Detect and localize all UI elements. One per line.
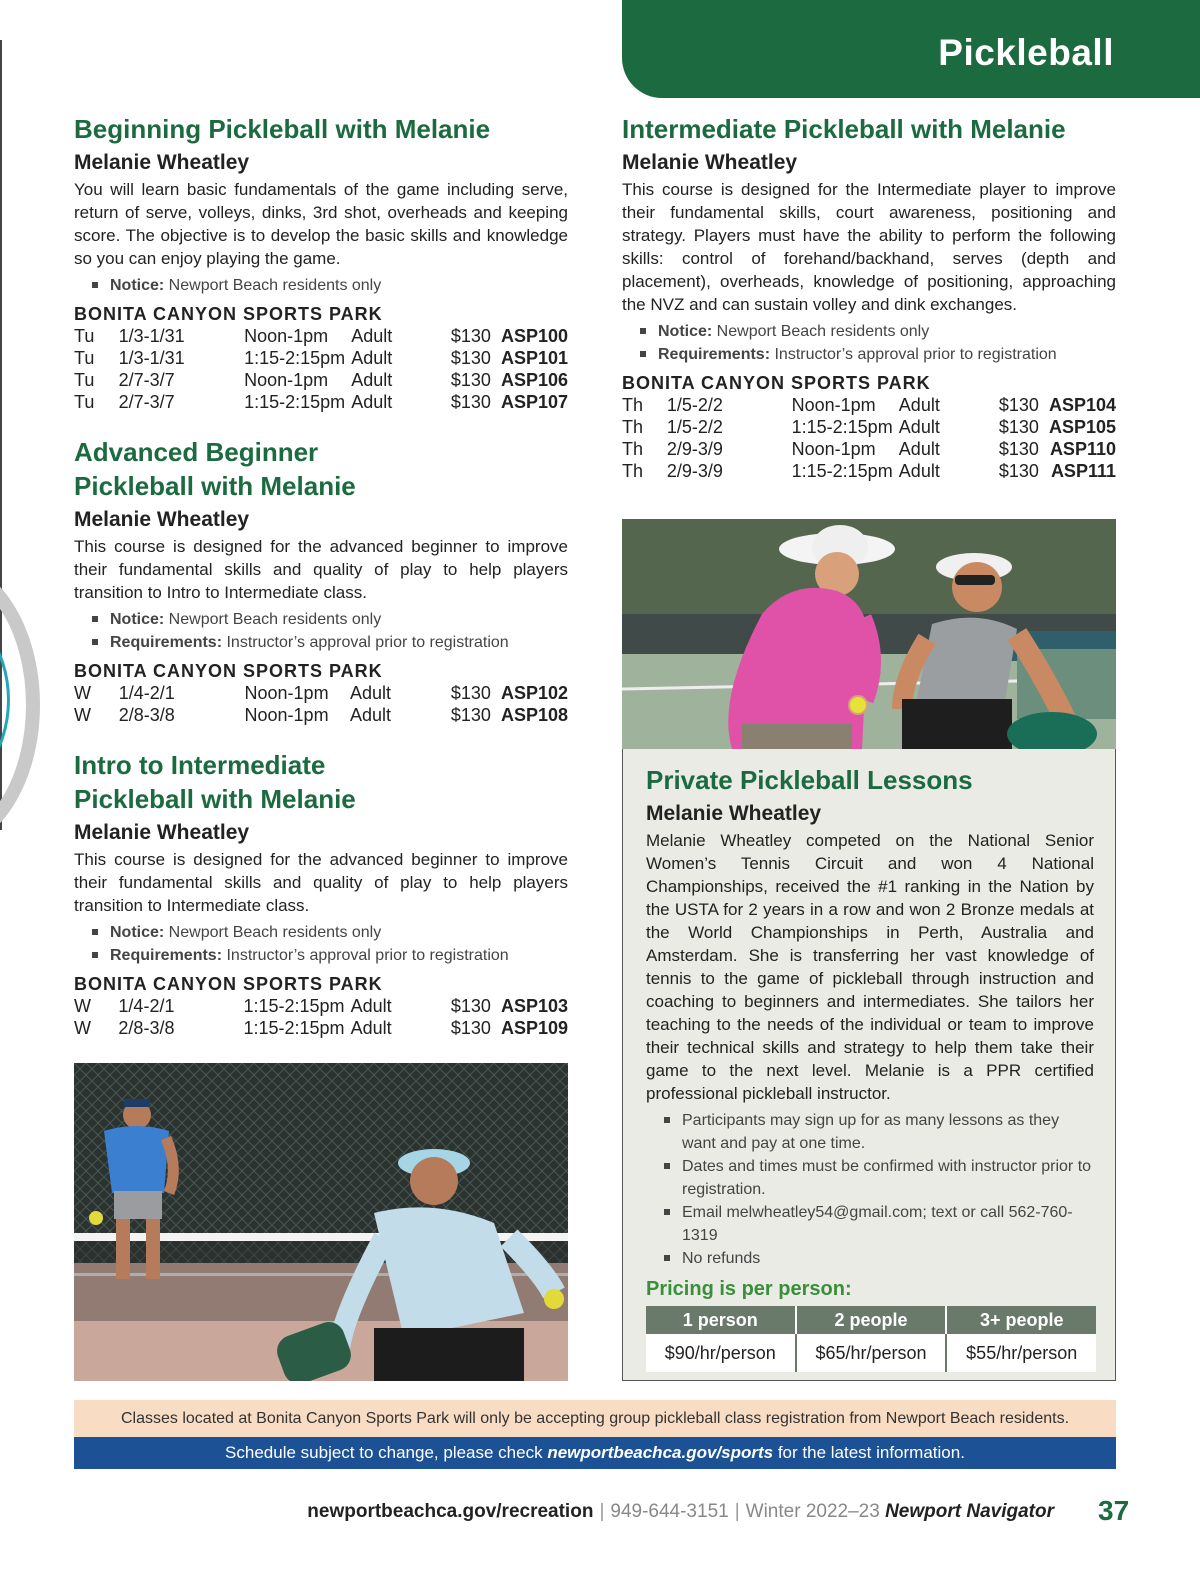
time: Noon-1pm: [244, 683, 329, 703]
note-text: Newport Beach residents only: [164, 611, 382, 628]
course-title: Pickleball with Melanie: [74, 784, 356, 814]
course-description: This course is designed for the advanced beginner to improve their fundamental skills and quality of play to help players transition to Intro to Intermediate class.: [74, 537, 568, 602]
schedule-row: [74, 1017, 568, 1039]
time: 1:15-2:15pm: [244, 392, 346, 412]
course-note: [92, 921, 568, 944]
note-text: Newport Beach residents only: [164, 277, 382, 294]
course-description: You will learn basic fundamentals of the game including serve, return of serve, volleys, dinks, 3rd shot, overheads and keeping score. The objective is to develop the basic skills and knowledge so you can enjoy playing the game.: [74, 180, 568, 268]
pricing-header: 1 person: [646, 1306, 796, 1334]
age: Adult: [350, 996, 392, 1016]
time: Noon-1pm: [244, 326, 329, 346]
pricing-header: 2 people: [796, 1306, 947, 1334]
course-code: ASP106: [500, 370, 568, 390]
fee: $130: [450, 683, 491, 703]
lesson-bullet: No refunds: [664, 1247, 1094, 1270]
course-instructor: Melanie Wheatley: [74, 821, 250, 844]
course-title: Intermediate Pickleball with Melanie: [622, 114, 1066, 144]
course-notes: [92, 274, 568, 297]
course-instructor: Melanie Wheatley: [74, 508, 250, 531]
schedule-text-after: for the latest information.: [773, 1443, 965, 1462]
course-instructor: Melanie Wheatley: [74, 151, 250, 174]
day: Tu: [74, 348, 95, 368]
course-code: ASP110: [1049, 439, 1116, 459]
schedule-row: [622, 394, 1116, 416]
age: Adult: [351, 326, 393, 346]
note-text: Instructor’s approval prior to registration: [222, 947, 509, 964]
time: Noon-1pm: [244, 370, 329, 390]
schedule-table: [622, 394, 1116, 482]
note-label: Notice:: [110, 277, 165, 294]
dates: 2/7-3/7: [118, 392, 175, 412]
day: W: [74, 705, 91, 725]
fee: $130: [450, 326, 491, 346]
footer-phone: 949-644-3151: [610, 1501, 729, 1522]
fee: $130: [998, 417, 1039, 437]
private-lessons-bullets: [664, 1109, 1094, 1270]
course-notes: [92, 921, 568, 967]
schedule-row: [74, 682, 568, 704]
note-text: Newport Beach residents only: [712, 323, 930, 340]
footer-publication: Newport Navigator: [885, 1501, 1054, 1522]
time: 1:15-2:15pm: [243, 1018, 345, 1038]
schedule-row: [74, 369, 568, 391]
course-code: ASP104: [1048, 395, 1116, 415]
footer-website[interactable]: newportbeachca.gov/recreation: [307, 1501, 594, 1522]
course-note: [92, 631, 568, 654]
course-block: [74, 112, 568, 413]
note-label: Requirements:: [110, 947, 223, 964]
age: Adult: [350, 1018, 392, 1038]
dates: 1/5-2/2: [666, 417, 723, 437]
schedule-row: [622, 460, 1116, 482]
time: 1:15-2:15pm: [791, 461, 893, 481]
pricing-value: $55/hr/person: [946, 1334, 1096, 1372]
section-title: Pickleball: [938, 32, 1114, 73]
course-title: Intro to Intermediate: [74, 750, 326, 780]
course-note: [92, 608, 568, 631]
course-title: Pickleball with Melanie: [74, 471, 356, 501]
course-notes: [92, 608, 568, 654]
time: Noon-1pm: [244, 705, 329, 725]
lesson-bullet: Email melwheatley54@gmail.com; text or call 562-760-1319: [664, 1201, 1094, 1247]
fee: $130: [450, 392, 491, 412]
left-column: [74, 112, 568, 1039]
fee: $130: [450, 705, 491, 725]
schedule-row: [74, 325, 568, 347]
dates: 2/7-3/7: [118, 370, 175, 390]
course-code: ASP101: [500, 348, 568, 368]
day: Tu: [74, 370, 95, 390]
fee: $130: [450, 1018, 491, 1038]
course-code: ASP100: [500, 326, 568, 346]
page-number: 37: [1098, 1495, 1130, 1526]
schedule-notice-bar: [74, 1437, 1116, 1469]
photo-women-playing: [622, 519, 1116, 749]
schedule-table: [74, 995, 568, 1039]
day: Th: [622, 461, 644, 481]
course-code: ASP108: [500, 705, 568, 725]
section-banner: [622, 0, 1200, 98]
course-code: ASP103: [500, 996, 568, 1016]
lesson-bullet: Dates and times must be confirmed with instructor prior to registration.: [664, 1155, 1094, 1201]
note-label: Notice:: [110, 611, 165, 628]
note-label: Notice:: [110, 924, 165, 941]
day: Th: [622, 395, 644, 415]
course-description: This course is designed for the Intermediate player to improve their fundamental skills, court awareness, positioning and strategy. Players must have the ability to perform the following skills: control of forehand/backhand, serves (depth and placement), overheads, knowledge of positioning, approaching the NVZ and can sustain volley and dink exchanges.: [622, 180, 1116, 314]
note-label: Requirements:: [110, 634, 223, 651]
schedule-text-before: Schedule subject to change, please check: [225, 1443, 548, 1462]
course-code: ASP102: [500, 683, 568, 703]
pricing-value: $90/hr/person: [646, 1334, 796, 1372]
schedule-table: [74, 325, 568, 413]
time: 1:15-2:15pm: [244, 348, 346, 368]
course-title: Beginning Pickleball with Melanie: [74, 114, 491, 144]
course-venue: BONITA CANYON SPORTS PARK: [74, 661, 383, 681]
lesson-bullet: Participants may sign up for as many lessons as they want and pay at one time.: [664, 1109, 1094, 1155]
course-block: [622, 112, 1116, 482]
course-block: [74, 748, 568, 1039]
course-instructor: Melanie Wheatley: [622, 151, 798, 174]
dates: 1/3-1/31: [118, 348, 185, 368]
dates: 1/4-2/1: [118, 683, 175, 703]
day: Tu: [74, 392, 95, 412]
course-venue: BONITA CANYON SPORTS PARK: [622, 373, 931, 393]
schedule-row: [74, 347, 568, 369]
course-code: ASP111: [1050, 461, 1116, 481]
dates: 2/9-3/9: [666, 439, 723, 459]
day: W: [74, 683, 91, 703]
schedule-row: [74, 391, 568, 413]
fee: $130: [998, 395, 1039, 415]
fee: $130: [998, 439, 1039, 459]
pricing-value: $65/hr/person: [796, 1334, 947, 1372]
schedule-row: [622, 438, 1116, 460]
private-lessons-instructor: Melanie Wheatley: [646, 802, 822, 825]
age: Adult: [349, 705, 392, 725]
dates: 1/4-2/1: [118, 996, 175, 1016]
time: Noon-1pm: [791, 395, 876, 415]
age: Adult: [351, 370, 393, 390]
day: Th: [622, 417, 644, 437]
pricing-table: [646, 1306, 1096, 1372]
course-description: This course is designed for the advanced beginner to improve their fundamental skills and quality of play to help players transition to Intermediate class.: [74, 850, 568, 915]
private-lessons-title: Private Pickleball Lessons: [646, 765, 973, 795]
age: Adult: [349, 683, 392, 703]
course-note: [640, 320, 1116, 343]
time: Noon-1pm: [791, 439, 876, 459]
day: Tu: [74, 326, 95, 346]
pricing-header: 3+ people: [946, 1306, 1096, 1334]
private-lessons-description: Melanie Wheatley competed on the National Senior Women’s Tennis Circuit and won 4 National Championships, received the #1 ranking in the Nation by the USTA for 2 years in a row and won 2 Bronze medals at the World Championships in Perth, Australia and Amsterdam. She is transferring her vast knowledge of tennis to the game of pickleball through instruction and coaching to beginners and intermediates. She tailors her teaching to the needs of the individual or team to improve their technical skills and strategy to help them take their game to the next level. Melanie is a PPR certified professional pickleball instructor.: [646, 831, 1094, 1103]
age: Adult: [898, 439, 940, 459]
course-block: [74, 435, 568, 726]
course-note: [92, 274, 568, 297]
age: Adult: [898, 417, 940, 437]
course-code: ASP107: [500, 392, 568, 412]
day: Th: [622, 439, 644, 459]
time: 1:15-2:15pm: [243, 996, 345, 1016]
dates: 2/8-3/8: [118, 705, 175, 725]
photo-players-at-net: [74, 1063, 568, 1381]
dates: 2/8-3/8: [118, 1018, 175, 1038]
age: Adult: [898, 461, 940, 481]
fee: $130: [450, 996, 491, 1016]
dates: 1/3-1/31: [118, 326, 185, 346]
course-venue: BONITA CANYON SPORTS PARK: [74, 304, 383, 324]
note-label: Requirements:: [658, 346, 771, 363]
schedule-row: [74, 704, 568, 726]
dates: 2/9-3/9: [666, 461, 723, 481]
course-venue: BONITA CANYON SPORTS PARK: [74, 974, 383, 994]
private-lessons-box: [622, 749, 1116, 1381]
fee: $130: [450, 370, 491, 390]
course-note: [640, 343, 1116, 366]
age: Adult: [351, 348, 393, 368]
right-column: [622, 112, 1116, 482]
day: W: [74, 996, 91, 1016]
schedule-row: [74, 995, 568, 1017]
fee: $130: [998, 461, 1039, 481]
sports-link[interactable]: newportbeachca.gov/sports: [547, 1443, 774, 1462]
schedule-row: [622, 416, 1116, 438]
residency-notice-bar: Classes located at Bonita Canyon Sports Park will only be accepting group pickleball class registration from Newport Beach residents.: [74, 1400, 1116, 1437]
dates: 1/5-2/2: [666, 395, 723, 415]
page-footer: newportbeachca.gov/recreation | 949-644-3151 | Winter 2022–23 Newport Navigator 37: [307, 1495, 1130, 1526]
fee: $130: [450, 348, 491, 368]
course-code: ASP109: [500, 1018, 568, 1038]
course-title: Advanced Beginner: [74, 437, 319, 467]
day: W: [74, 1018, 91, 1038]
note-label: Notice:: [658, 323, 713, 340]
time: 1:15-2:15pm: [791, 417, 893, 437]
course-code: ASP105: [1048, 417, 1116, 437]
note-text: Instructor’s approval prior to registration: [222, 634, 509, 651]
course-note: [92, 944, 568, 967]
schedule-table: [74, 682, 568, 726]
footer-season: Winter 2022–23: [745, 1501, 880, 1522]
note-text: Instructor’s approval prior to registration: [770, 346, 1057, 363]
note-text: Newport Beach residents only: [164, 924, 382, 941]
age: Adult: [898, 395, 940, 415]
course-notes: [640, 320, 1116, 366]
pricing-title: Pricing is per person:: [646, 1278, 852, 1300]
age: Adult: [351, 392, 393, 412]
